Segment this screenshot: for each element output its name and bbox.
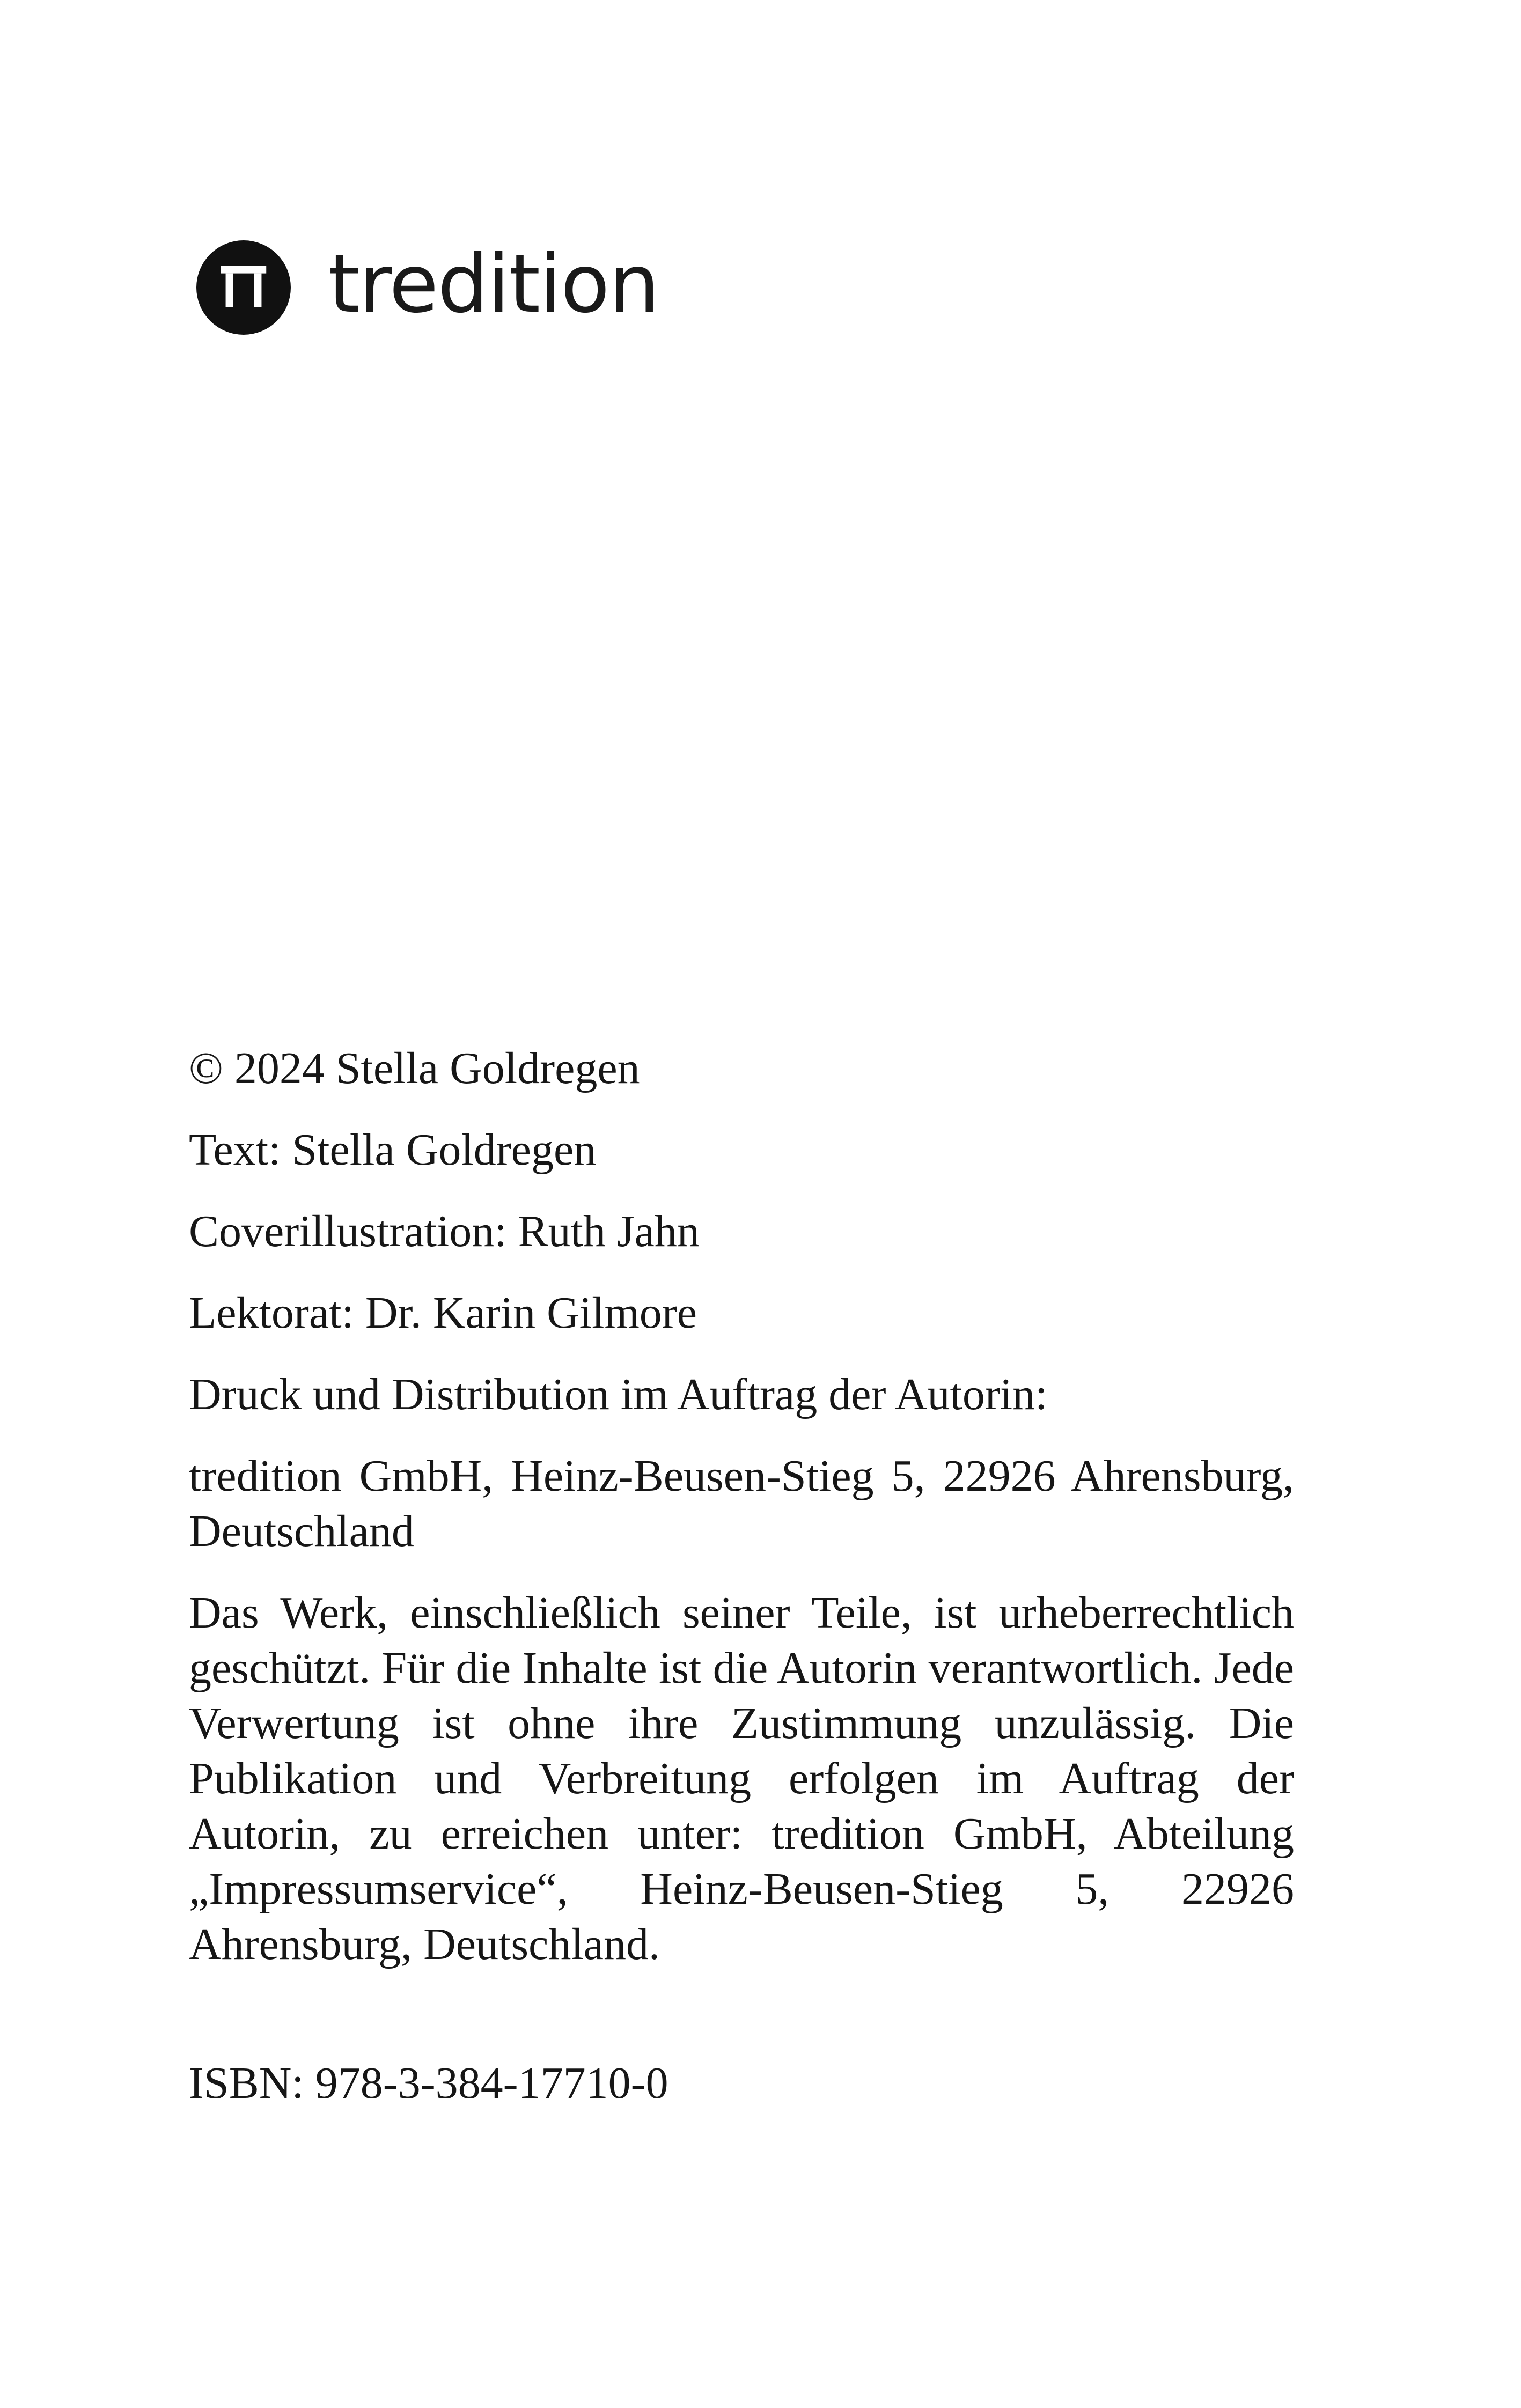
publisher-name: tredition <box>328 238 659 331</box>
tredition-logo-icon <box>196 240 291 335</box>
imprint-block <box>189 1041 1294 2137</box>
text-credit: Text: Stella Goldregen <box>189 1125 597 1175</box>
copyright-line: © 2024 Stella Goldregen <box>189 1043 640 1093</box>
copyright-notice: Das Werk, einschließlich seiner Teile, ist urheberrechtlich geschützt. Für die Inhalte ist die Autorin verantwortlich. Jede Verwertung ist ohne ihre Zustimmung unzulässig. Die Publikation und Verbreitung erfolgen im Auftrag der Autorin, zu erreichen unter: tredition GmbH, Abteilung „Impressumservice“, Heinz-Beusen-Stieg 5, 22926 Ahrensburg, Deutschland. <box>189 1588 1294 1969</box>
publisher-address: tredition GmbH, Heinz-Beusen-Stieg 5, 22926 Ahrensburg, Deutschland <box>189 1451 1294 1556</box>
publisher-logo <box>196 240 659 335</box>
distribution-line: Druck und Distribution im Auftrag der Autorin: <box>189 1369 1048 1419</box>
editor-credit: Lektorat: Dr. Karin Gilmore <box>189 1288 697 1338</box>
cover-credit: Coverillustration: Ruth Jahn <box>189 1206 700 1256</box>
isbn-line: ISBN: 978-3-384-17710-0 <box>189 2058 668 2108</box>
